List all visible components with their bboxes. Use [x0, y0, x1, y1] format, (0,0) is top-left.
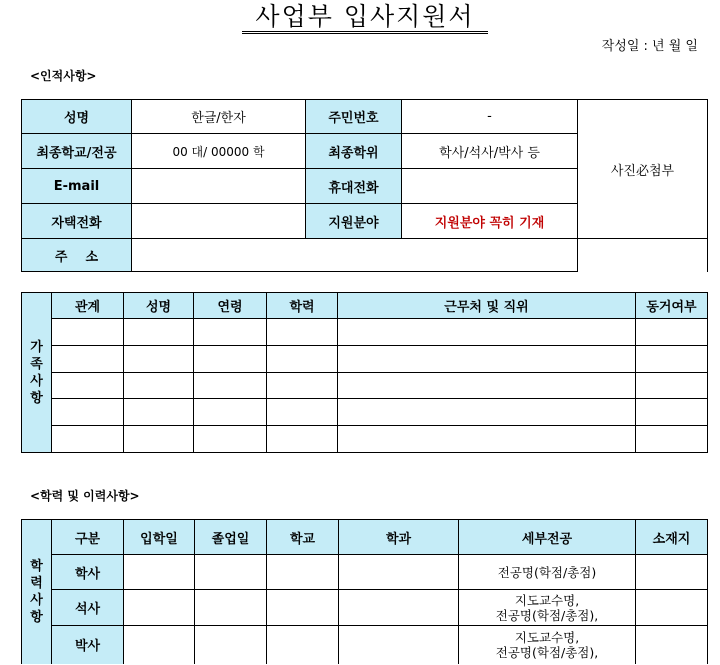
- education-table: [21, 519, 708, 664]
- edu-cell[interactable]: [195, 555, 267, 590]
- edu-cell[interactable]: [339, 590, 459, 626]
- education-side-char-4: 항: [30, 609, 43, 625]
- family-header-relation: 관계: [52, 293, 124, 319]
- edu-cell[interactable]: [124, 590, 195, 626]
- table-row: [22, 399, 708, 426]
- family-cell[interactable]: [194, 426, 267, 453]
- mobile-label: 휴대전화: [306, 169, 402, 204]
- edu-cell[interactable]: [124, 626, 195, 664]
- family-header-education: 학력: [267, 293, 338, 319]
- family-cell[interactable]: [52, 319, 124, 346]
- photo-box-bottom: [578, 239, 708, 272]
- form-title: 사업부 입사지원서: [255, 2, 475, 31]
- home-phone-field[interactable]: [132, 204, 306, 239]
- family-cell[interactable]: [124, 319, 194, 346]
- family-cell[interactable]: [194, 373, 267, 399]
- edu-major-bachelor[interactable]: [459, 555, 636, 590]
- family-cell[interactable]: [636, 426, 708, 453]
- edu-cell[interactable]: [339, 555, 459, 590]
- field-label: 지원분야: [306, 204, 402, 239]
- family-cell[interactable]: [124, 346, 194, 373]
- education-side-char-3: 사: [30, 592, 43, 608]
- edu-header-school: 학교: [267, 520, 339, 555]
- address-field[interactable]: [132, 239, 578, 272]
- home-phone-label: 자택전화: [22, 204, 132, 239]
- table-row: [22, 373, 708, 399]
- family-side-label: [22, 293, 52, 453]
- photo-box[interactable]: 사진必첨부: [578, 100, 708, 239]
- family-cell[interactable]: [52, 399, 124, 426]
- edu-cell[interactable]: [339, 626, 459, 664]
- edu-major-line: 전공명(학점/총점),: [495, 607, 599, 623]
- table-row: [22, 346, 708, 373]
- school-field[interactable]: 00 대/ 00000 학: [132, 134, 306, 169]
- family-cell[interactable]: [124, 426, 194, 453]
- edu-header-type: 구분: [52, 520, 124, 555]
- family-side-char-4: 항: [30, 390, 43, 406]
- edu-type-doctor: 박사: [52, 626, 124, 664]
- table-row: [22, 555, 708, 590]
- education-side-char-1: 학: [30, 558, 43, 574]
- edu-major-doctor[interactable]: [459, 626, 636, 664]
- family-side-char-1: 가: [30, 339, 43, 355]
- table-row: [22, 590, 708, 626]
- family-cell[interactable]: [124, 373, 194, 399]
- edu-type-master: 석사: [52, 590, 124, 626]
- family-cell[interactable]: [338, 373, 636, 399]
- edu-header-admission: 입학일: [124, 520, 195, 555]
- edu-header-graduation: 졸업일: [195, 520, 267, 555]
- degree-field[interactable]: 학사/석사/박사 등: [402, 134, 578, 169]
- family-cell[interactable]: [636, 373, 708, 399]
- degree-label: 최종학위: [306, 134, 402, 169]
- family-header-workplace: 근무처 및 직위: [338, 293, 636, 319]
- title-underline: [242, 31, 488, 32]
- edu-cell[interactable]: [195, 590, 267, 626]
- rrn-field[interactable]: -: [402, 100, 578, 134]
- edu-cell[interactable]: [267, 555, 339, 590]
- edu-major-master[interactable]: [459, 590, 636, 626]
- education-section-title: <학력 및 이력사항>: [30, 489, 140, 503]
- edu-major-line: 전공명(학점/총점): [497, 564, 597, 580]
- education-side-char-2: 력: [30, 575, 43, 591]
- family-header-age: 연령: [194, 293, 267, 319]
- family-cell[interactable]: [267, 346, 338, 373]
- family-cell[interactable]: [194, 399, 267, 426]
- edu-header-major: 세부전공: [459, 520, 636, 555]
- family-cell[interactable]: [338, 426, 636, 453]
- family-cell[interactable]: [52, 346, 124, 373]
- family-cell[interactable]: [338, 346, 636, 373]
- family-cell[interactable]: [267, 319, 338, 346]
- family-cell[interactable]: [338, 399, 636, 426]
- edu-cell[interactable]: [636, 626, 708, 664]
- family-cell[interactable]: [636, 346, 708, 373]
- edu-type-bachelor: 학사: [52, 555, 124, 590]
- family-cell[interactable]: [124, 399, 194, 426]
- edu-header-location: 소재지: [636, 520, 708, 555]
- family-cell[interactable]: [267, 426, 338, 453]
- table-row: [22, 319, 708, 346]
- family-cell[interactable]: [194, 346, 267, 373]
- edu-cell[interactable]: [636, 555, 708, 590]
- table-row: [22, 626, 708, 664]
- family-cell[interactable]: [636, 399, 708, 426]
- name-label: 성명: [22, 100, 132, 134]
- edu-major-line: 전공명(학점/총점),: [495, 644, 599, 660]
- family-header-cohabit: 동거여부: [636, 293, 708, 319]
- email-label: E-mail: [22, 169, 132, 204]
- family-side-char-3: 사: [30, 373, 43, 389]
- education-side-label: [22, 520, 52, 664]
- family-cell[interactable]: [194, 319, 267, 346]
- family-cell[interactable]: [52, 373, 124, 399]
- address-label: 주 소: [22, 239, 132, 272]
- rrn-label: 주민번호: [306, 100, 402, 134]
- title-underline-2: [242, 33, 488, 34]
- edu-cell[interactable]: [124, 555, 195, 590]
- date-line: 작성일 : 년 월 일: [601, 39, 698, 54]
- family-cell[interactable]: [267, 399, 338, 426]
- family-side-char-2: 족: [30, 356, 43, 372]
- family-table: [21, 292, 708, 453]
- field-value[interactable]: 지원분야 꼭히 기재: [402, 204, 578, 239]
- edu-major-line: 지도교수명,: [514, 629, 580, 645]
- edu-cell[interactable]: [636, 590, 708, 626]
- email-field[interactable]: [132, 169, 306, 204]
- edu-header-department: 학과: [339, 520, 459, 555]
- edu-cell[interactable]: [267, 626, 339, 664]
- personal-section-title: <인적사항>: [30, 69, 97, 83]
- family-cell[interactable]: [636, 319, 708, 346]
- family-cell[interactable]: [267, 373, 338, 399]
- edu-cell[interactable]: [195, 626, 267, 664]
- mobile-field[interactable]: [402, 169, 578, 204]
- family-header-name: 성명: [124, 293, 194, 319]
- edu-major-line: 지도교수명,: [514, 592, 580, 608]
- personal-info-table: [21, 99, 708, 272]
- table-row: [22, 426, 708, 453]
- school-label: 최종학교/전공: [22, 134, 132, 169]
- family-cell[interactable]: [338, 319, 636, 346]
- edu-cell[interactable]: [267, 590, 339, 626]
- family-cell[interactable]: [52, 426, 124, 453]
- name-field[interactable]: 한글/한자: [132, 100, 306, 134]
